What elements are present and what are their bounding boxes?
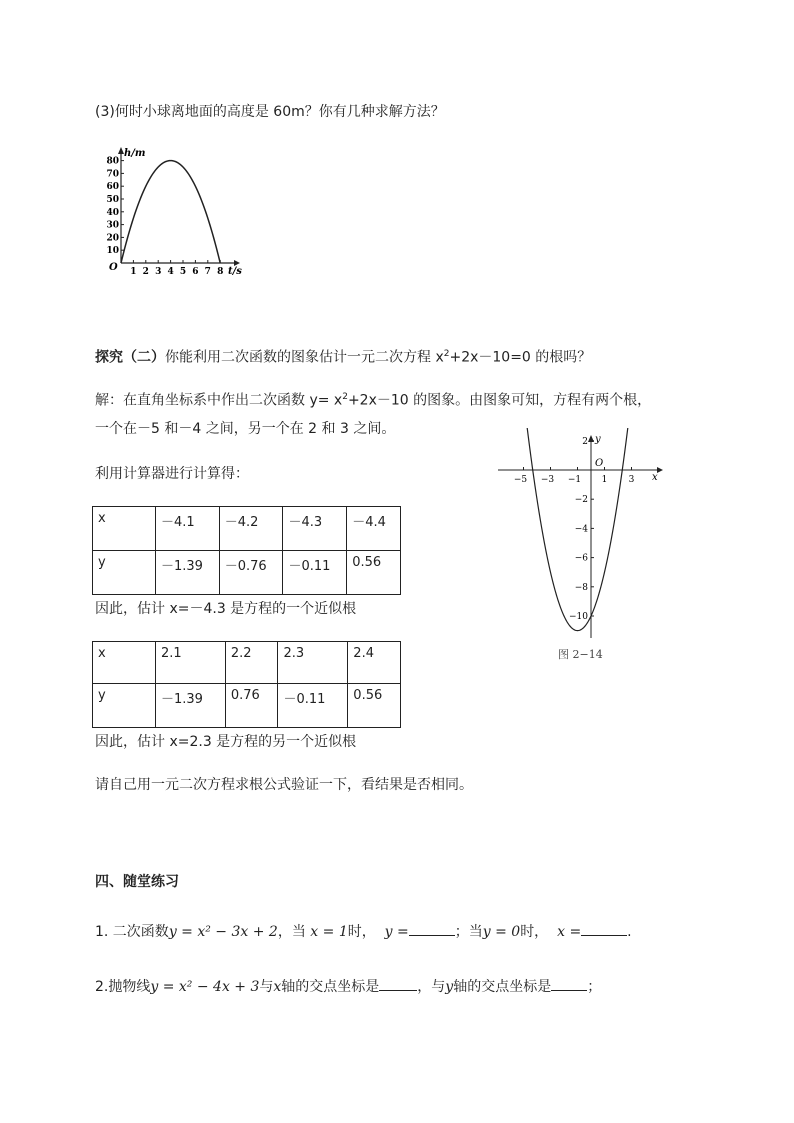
- table-cell: －1.39: [156, 684, 226, 728]
- y-tick-label: 80: [106, 156, 119, 167]
- y-tick-label: 60: [106, 182, 119, 193]
- y-tick-label: 50: [106, 195, 119, 205]
- height-curve: [121, 161, 220, 263]
- parabola-chart: [495, 428, 670, 668]
- origin-label: O: [109, 262, 118, 273]
- y-tick-label: 70: [106, 169, 119, 180]
- height-time-chart: [100, 142, 260, 278]
- table-cell: 0.56: [347, 551, 401, 595]
- table-cell: －0.11: [278, 684, 348, 728]
- table-row: [93, 551, 401, 595]
- table-cell: y: [93, 551, 156, 595]
- x-axis-label: t/s: [228, 266, 242, 277]
- y-tick-label: −2: [574, 495, 588, 506]
- x-tick-label: 1: [130, 267, 137, 277]
- answer-blank[interactable]: [551, 976, 587, 991]
- y-tick-label: −10: [569, 612, 588, 622]
- x-axis-label: x: [652, 472, 658, 483]
- table-positive-root: [92, 641, 401, 728]
- conclusion-2: 因此，估计 x=2.3 是方程的另一个近似根: [95, 734, 357, 750]
- x-tick-label: 2: [142, 267, 149, 277]
- x-tick-label: −3: [540, 475, 555, 485]
- y-tick-label: 20: [106, 233, 119, 244]
- y-tick-label: −6: [574, 553, 588, 564]
- y-tick-label: 2: [582, 436, 588, 447]
- x-tick-label: −5: [513, 475, 528, 485]
- x-tick-label: −1: [567, 475, 582, 485]
- table-cell: 2.4: [348, 642, 401, 684]
- origin-label: O: [595, 458, 604, 469]
- explore-heading: 探究（二）: [95, 349, 165, 366]
- x-tick-label: 3: [628, 475, 635, 485]
- table-cell: y: [93, 684, 156, 728]
- x-tick-label: 4: [167, 267, 174, 277]
- x-tick-label: 3: [155, 267, 162, 277]
- calculator-note: 利用计算器进行计算得：: [95, 466, 249, 482]
- x-tick-label: 7: [204, 267, 211, 277]
- answer-blank[interactable]: [379, 976, 417, 991]
- exercise-1: 1. 二次函数y = x² − 3x + 2，当 x = 1时， y = ；当y = 0时， x = .: [95, 921, 632, 941]
- y-tick-label: −4: [574, 524, 588, 535]
- answer-blank[interactable]: [409, 921, 455, 936]
- table-cell: 2.2: [225, 642, 278, 684]
- table-cell: －4.3: [283, 507, 347, 551]
- table-negative-root: [92, 506, 401, 595]
- table-row: [93, 642, 401, 684]
- x-tick-label: 6: [192, 267, 199, 277]
- y-axis-label: y: [595, 434, 601, 445]
- section-4-heading: 四、随堂练习: [95, 874, 179, 890]
- table-cell: －4.1: [156, 507, 220, 551]
- table-cell: 2.1: [156, 642, 226, 684]
- exercise-2: 2.抛物线y = x² − 4x + 3与x轴的交点坐标是 ，与y轴的交点坐标是 ；: [95, 976, 601, 996]
- y-tick-label: 10: [106, 246, 119, 257]
- y-axis-label: h/m: [124, 148, 146, 159]
- table-cell: 0.76: [225, 684, 278, 728]
- table-cell: －0.11: [283, 551, 347, 595]
- conclusion-1: 因此，估计 x=－4.3 是方程的一个近似根: [95, 601, 357, 617]
- table-row: [93, 507, 401, 551]
- table-cell: 2.3: [278, 642, 348, 684]
- explore-question: 探究（二）你能利用二次函数的图象估计一元二次方程 $x^2+2x-10=0$ 的根吗？: [95, 349, 592, 366]
- figure-caption: 图 2−14: [558, 648, 603, 661]
- y-tick-label: 40: [106, 207, 119, 218]
- answer-blank[interactable]: [581, 921, 627, 936]
- y-tick-label: 30: [106, 220, 119, 231]
- table-cell: －4.4: [347, 507, 401, 551]
- table-cell: －4.2: [219, 507, 283, 551]
- x-axis-arrow-icon: [657, 467, 663, 473]
- solution-line-1: 解：在直角坐标系中作出二次函数 $y= x^2+2x-10$ 的图象。由图象可知，方程有两个根，: [95, 392, 652, 409]
- table-cell: －1.39: [156, 551, 220, 595]
- table-cell: x: [93, 507, 156, 551]
- table-row: [93, 684, 401, 728]
- x-tick-label: 1: [601, 475, 608, 485]
- table-cell: 0.56: [348, 684, 401, 728]
- x-tick-label: 8: [217, 267, 224, 277]
- solution-line-2: 一个在－5 和－4 之间，另一个在 2 和 3 之间。: [95, 421, 396, 437]
- table-cell: －0.76: [219, 551, 283, 595]
- question-3: (3)何时小球离地面的高度是 60m？你有几种求解方法？: [95, 104, 445, 120]
- x-tick-label: 5: [179, 267, 187, 277]
- y-tick-label: −8: [574, 582, 588, 593]
- table-cell: x: [93, 642, 156, 684]
- verify-note: 请自己用一元二次方程求根公式验证一下，看结果是否相同。: [95, 777, 473, 793]
